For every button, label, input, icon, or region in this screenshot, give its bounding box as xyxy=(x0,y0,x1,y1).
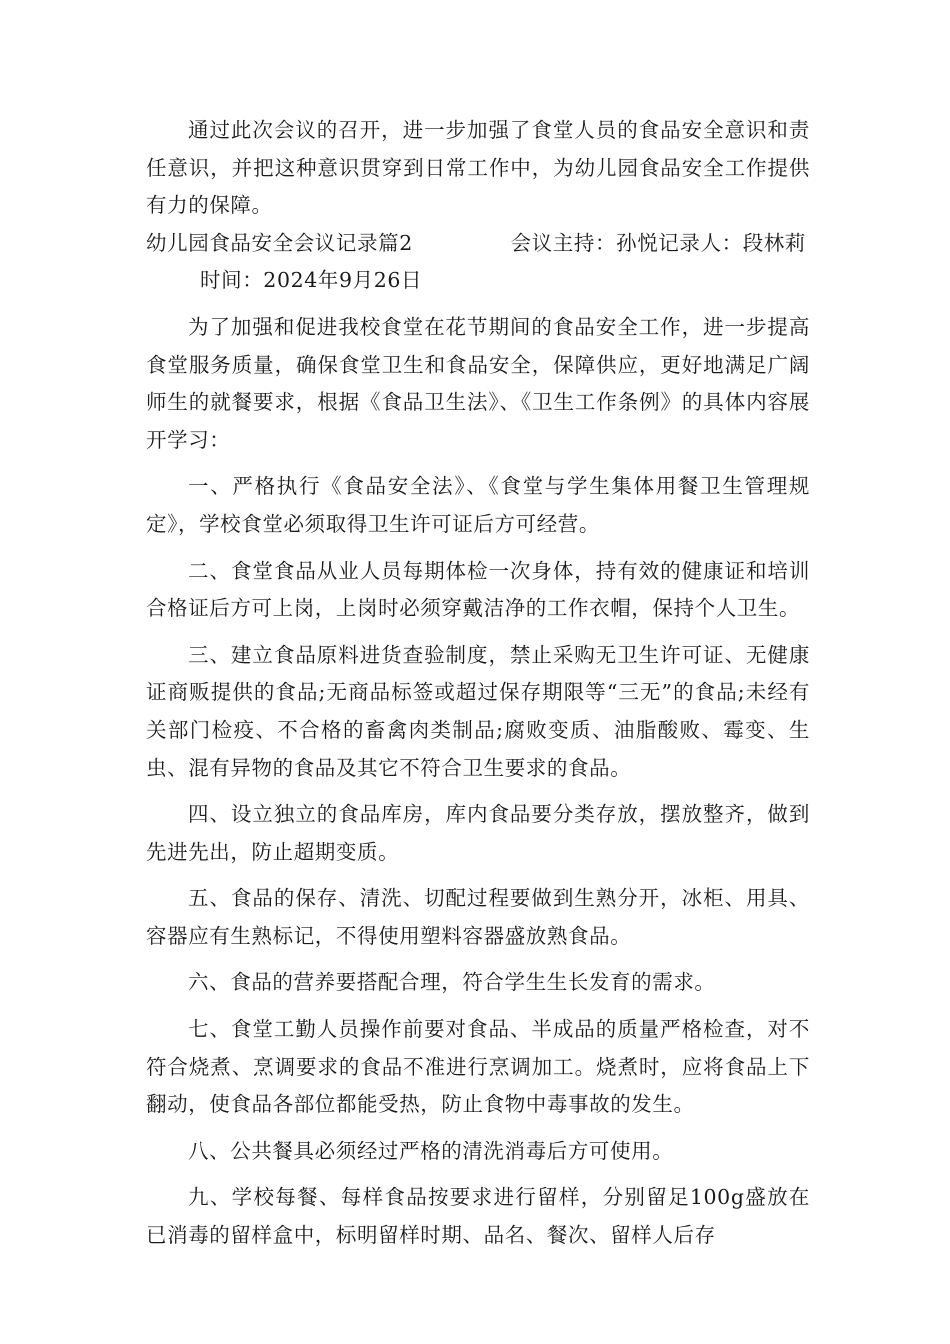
item-3: 三、建立食品原料进货查验制度，禁止采购无卫生许可证、无健康证商贩提供的食品;无商品标签或超过保存期限等“三无”的食品;未经有关部门检疫、不合格的畜禽肉类制品;腐败变质、油脂酸败、霉变、生虫、混有异物的食品及其它不符合卫生要求的食品。 xyxy=(146,642,810,780)
meeting-time: 时间：2024年9月26日 xyxy=(200,268,423,293)
title-line xyxy=(146,225,810,263)
item-6: 六、食品的营养要搭配合理，符合学生生长发育的需求。 xyxy=(188,970,716,995)
spacer xyxy=(146,955,810,964)
purpose-paragraph: 为了加强和促进我校食堂在花节期间的食品安全工作，进一步提高食堂服务质量，确保食堂卫生和食品安全，保障供应，更好地满足广阔师生的就餐要求，根据《食品卫生法》、《卫生工作条例》的具体内容展开学习： xyxy=(146,314,810,452)
item-1: 一、严格执行《食品安全法》、《食堂与学生集体用餐卫生管理规定》，学校食堂必须取得卫生许可证后方可经营。 xyxy=(146,474,810,536)
item-5: 五、食品的保存、清洗、切配过程要做到生熟分开，冰柜、用具、容器应有生熟标记，不得使用塑料容器盛放熟食品。 xyxy=(146,886,810,948)
intro-paragraph: 通过此次会议的召开，进一步加强了食堂人员的食品安全意识和责任意识，并把这种意识贯穿到日常工作中，为幼儿园食品安全工作提供有力的保障。 xyxy=(146,118,810,218)
spacer xyxy=(146,300,810,309)
item-8: 八、公共餐具必须经过严格的清洗消毒后方可使用。 xyxy=(188,1138,674,1163)
spacer xyxy=(146,1170,810,1179)
spacer xyxy=(146,871,810,880)
spacer xyxy=(146,628,810,637)
item-4: 四、设立独立的食品库房，库内食品要分类存放，摆放整齐，做到先进先出，防止超期变质。 xyxy=(146,802,810,864)
host-recorder-line: 会议主持：孙悦记录人：段林莉 xyxy=(510,230,806,255)
spacer xyxy=(146,1002,810,1011)
document-title: 幼儿园食品安全会议记录篇2 xyxy=(146,230,413,255)
item-7: 七、食堂工勤人员操作前要对食品、半成品的质量严格检查，对不符合烧煮、烹调要求的食品不准进行烹调加工。烧煮时，应将食品上下翻动，使食品各部位都能受热，防止食物中毒事故的发生。 xyxy=(146,1017,810,1117)
item-2: 二、食堂食品从业人员每期体检一次身体，持有效的健康证和培训合格证后方可上岗，上岗时必须穿戴洁净的工作衣帽，保持个人卫生。 xyxy=(146,558,810,621)
spacer xyxy=(146,459,810,468)
spacer xyxy=(146,787,810,796)
spacer xyxy=(146,1124,810,1133)
document-page xyxy=(146,112,810,1255)
spacer xyxy=(146,544,810,553)
item-9: 九、学校每餐、每样食品按要求进行留样，分别留足100g盛放在已消毒的留样盒中，标明留样时期、品名、餐次、留样人后存 xyxy=(146,1185,810,1248)
